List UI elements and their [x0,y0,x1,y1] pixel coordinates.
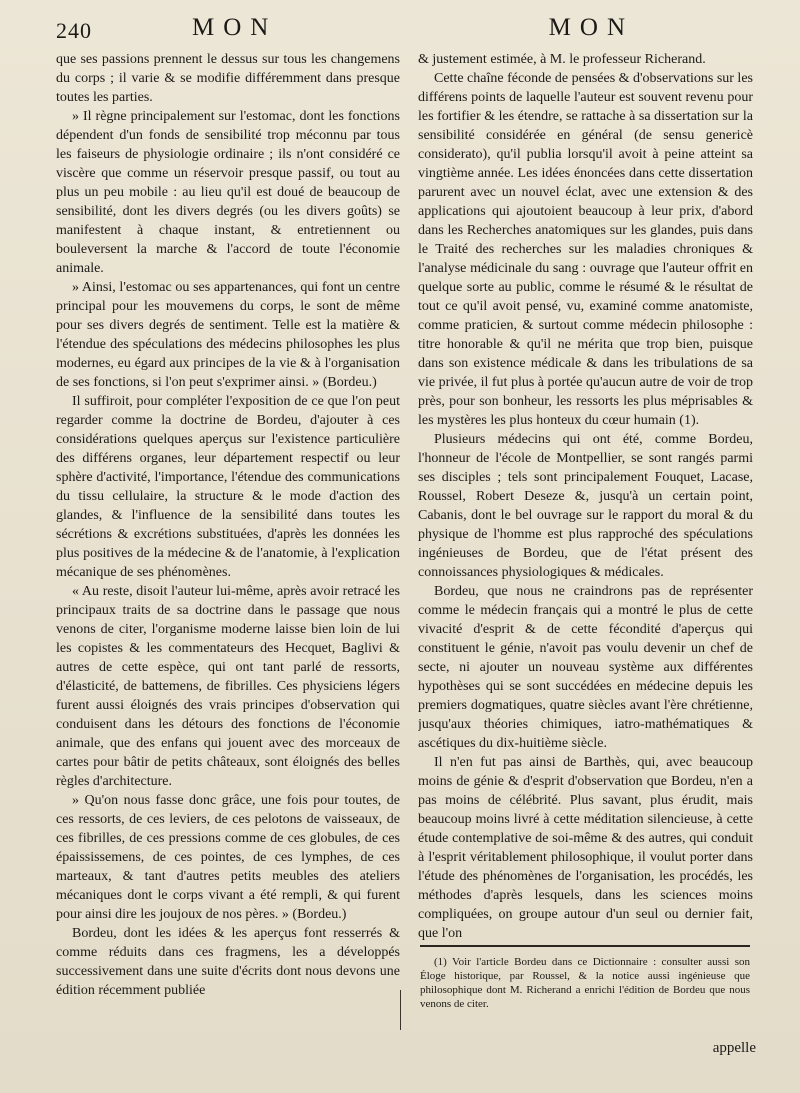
right-column [418,50,753,950]
catchword: appelle [712,1040,756,1056]
paragraph: » Qu'on nous fasse donc grâce, une fois pour toutes, de ces ressorts, de ces leviers, de ces pelotons de vaisseaux, de ces fibrilles, de ces pressions comme de ces globules, de ces épaississemens, de ces pointes, de ces lymphes, de ces marteaux, & tant d'autres petits meubles des ateliers mécaniques dont le corps vivant a été rempli, & qui furent pour ainsi dire les joujoux de nos pères. » (Bordeu.) [56,793,400,922]
paragraph: « Au reste, disoit l'auteur lui-même, après avoir retracé les principaux traits de sa doctrine dans le passage que nous venons de citer, l'organisme moderne laisse bien loin de lui les copistes & les commentateurs des Hecquet, Baglivi & autres de cette espèce, qui ont tant parlé de ressorts, d'élasticité, de battemens, de fibrilles. Ces physiciens légers furent aussi éloignés des vrais principes d'observation qui conduisent dans les détours des fonctions de l'économie animale, que des enfans qui jouent avec des morceaux de cartes pour bâtir de petits châteaux, sont éloignés des belles règles d'architecture. [56,584,400,789]
column-divider [400,990,401,1030]
paragraph: Plusieurs médecins qui ont été, comme Bordeu, l'honneur de l'école de Montpellier, se sont rangés parmi ses disciples ; tels sont principalement Fouquet, Lacase, Roussel, Robert Deseze &, jusqu'à un certain point, Cabanis, dont le bel ouvrage sur le rapport du moral & du physique de l'homme est plus rapproché des spéculations ingénieuses de Bordeu, que de l'état présent des connoissances physiologiques & médicales. [418,432,753,580]
page-header [56,14,750,48]
paragraph: Cette chaîne féconde de pensées & d'observations sur les différens points de laquelle l'auteur est souvent revenu pour les fortifier & les étendre, se rattache à sa dissertation sur la sensibilité considérée en général (de sensu genericè considerato), qu'il publia lorsqu'il avoit à peine atteint sa vingtième année. Les idées énoncées dans cette dissertation parurent avec un nouvel éclat, avec une extension & des applications qui ajoutoient beaucoup à leur prix, d'abord dans les Recherches anatomiques sur les glandes, puis dans le Traité des recherches sur les maladies chroniques & l'analyse médicinale du sang : ouvrage que l'auteur offrit en quelque sorte au public, comme le résumé & le résultat de tout ce qu'il avoit pensé, vu, examiné comme anatomiste, comme praticien, & surtout comme médecin philosophe : titre honorable & qu'il ne mérita que trop bien, puisque dans son existence médicale & dans les tribulations de sa vie privée, il fut plus à portée qu'aucun autre de voir de trop près, pour son bonheur, les ressorts les plus méprisables & les mystères les plus honteux du cœur humain (1). [418,71,753,428]
running-head-right: MON [548,14,634,41]
paragraph: » Il règne principalement sur l'estomac, dont les fonctions dépendent d'un fonds de sensibilité trop méconnu par tous les faiseurs de physiologie ordinaire ; ils n'ont considéré ce viscère que comme un réservoir presque passif, ou tout au plus un peu mobile : au lieu qu'il est doué de beaucoup de sensibilité, dont les divers degrés (ou les divers goûts) se manifestent à chaque instant, & entretiennent ou bouleversent la marche & l'accord de toute l'économie animale. [56,109,400,276]
paragraph: que ses passions prennent le dessus sur tous les changemens du corps ; il varie & se modifie différemment dans presque toutes les parties. [56,52,400,105]
paragraph: Il suffiroit, pour compléter l'exposition de ce que l'on peut regarder comme la doctrine de Bordeu, d'ajouter à ces considérations quelques aperçus sur l'existence particulière des différens organes, leur département respectif ou leur sphère d'activité, l'importance, l'étendue des communications du tissu cellulaire, la structure & le mode d'action des glandes, & l'influence de la sensibilité dans toutes les sécrétions & excrétions substituées, d'après les données les plus positives de la médecine & de l'anatomie, à l'explication mécanique de ses phénomènes. [56,394,400,580]
page-number: 240 [56,18,92,43]
footnote: (1) Voir l'article Bordeu dans ce Dictionnaire : consulter aussi son Éloge historique, par Roussel, & la notice aussi ingénieuse que philosophique dont M. Richerand a enrichi l'édition de Bordeu que nous venons de citer. [420,956,750,1010]
paragraph: Il n'en fut pas ainsi de Barthès, qui, avec beaucoup moins de génie & d'esprit d'observation que Bordeu, n'en a pas moins de célébrité. Plus savant, plus érudit, mais beaucoup moins livré à cette méditation silencieuse, à cette étude contemplative de soi-même & des autres, qui conduit à l'esprit véritablement philosophique, il voulut porter dans l'étude des phénomènes de l'organisation, les procédés, les méthodes d'après lesquels, dans les sciences moins compliquées, on groupe autour d'un seul ou dernier fait, que l'on [418,755,753,941]
paragraph: & justement estimée, à M. le professeur Richerand. [418,52,706,67]
paragraph: Bordeu, dont les idées & les aperçus font resserrés & comme réduits dans ces fragmens, les a développés successivement dans une suite d'écrits dont nous devons une édition récemment publiée [56,926,400,998]
running-head-left: MON [192,14,278,41]
paragraph: » Ainsi, l'estomac ou ses appartenances, qui font un centre principal pour les mouvemens du corps, le sont de même pour ses divers degrés de sentiment. Telle est la matière & l'étendue des spéculations des médecins philosophes les plus modernes, eu égard aux principes de la vie & à l'organisation de ses fonctions, si l'on peut s'exprimer ainsi. » (Bordeu.) [56,280,400,390]
left-column [56,50,400,1030]
footnote-rule [420,945,750,947]
paragraph: Bordeu, que nous ne craindrons pas de représenter comme le médecin français qui a montré le plus de cette vivacité d'esprit & de cette fécondité d'aperçus qui constituent le génie, n'avoit pas voulu devenir un chef de secte, ni ajouter un nouveau système aux différentes hypothèses qui se sont succédées en médecine depuis les premiers dogmatiques, quatre siècles avant l'ère chrétienne, jusqu'aux théories chimiques, iatro-mathématiques & ascétiques du dix-huitième siècle. [418,584,753,751]
